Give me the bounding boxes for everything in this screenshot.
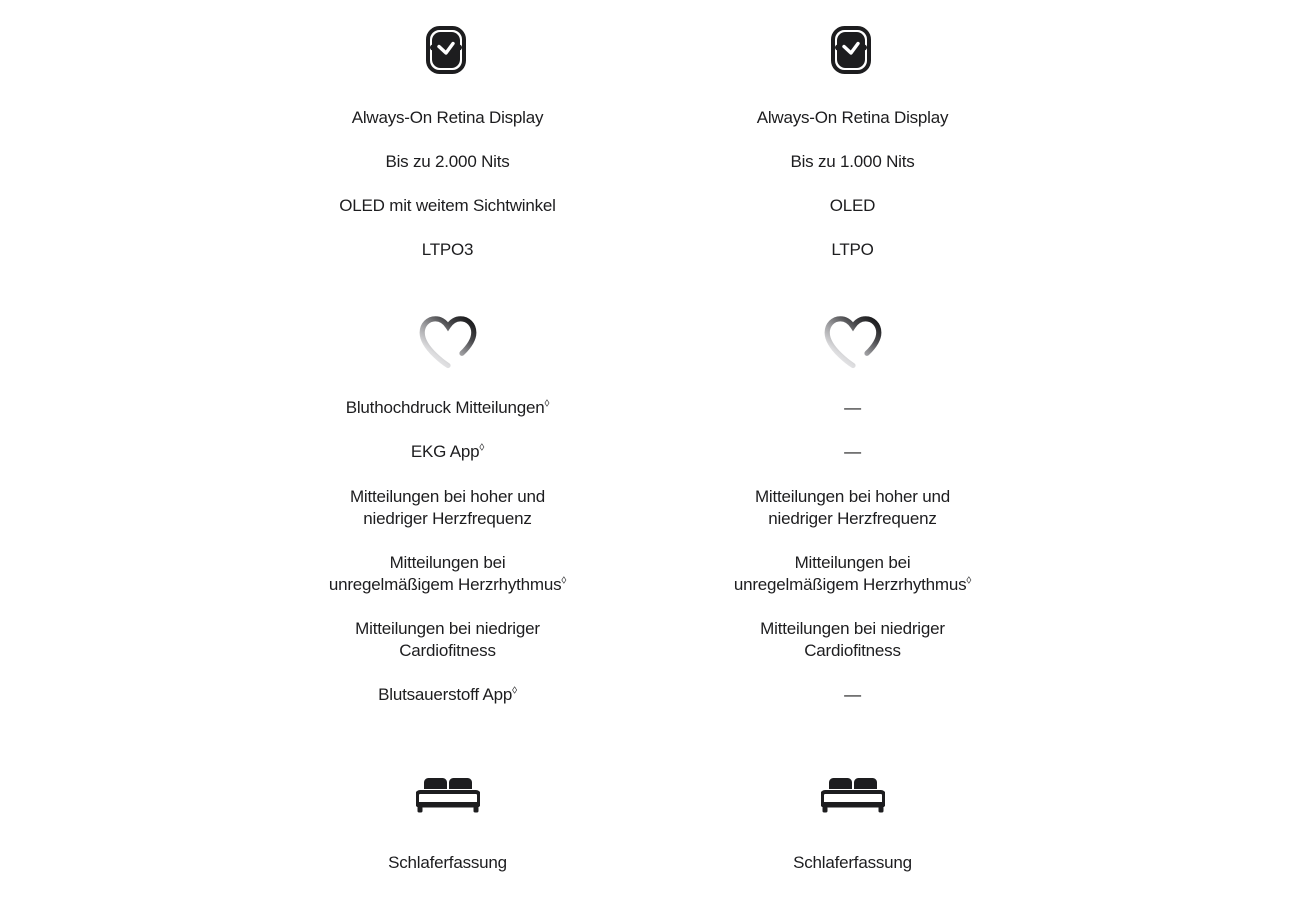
footnote-marker: ◊ [561, 575, 567, 587]
feature-display-3: LTPO3 [421, 240, 474, 260]
feature-health-3 [328, 541, 568, 607]
feature-sleep-0: Schlaferfassung [388, 853, 507, 873]
footnote-marker: ◊ [479, 442, 485, 454]
feature-display-0: Always-On Retina Display [351, 108, 544, 127]
footnote-marker: ◊ [966, 575, 972, 587]
feature-display-0: Always-On Retina Display [756, 108, 949, 127]
feature-health-3-text: Mitteilungen bei unregelmäßigem Herzrhythmus [328, 552, 562, 594]
heart-icon [818, 307, 888, 377]
feature-health-5 [378, 673, 517, 717]
feature-display-3: LTPO [831, 240, 874, 260]
feature-health-5-text: Blutsauerstoff App [378, 685, 513, 705]
feature-health-3-text: Mitteilungen bei unregelmäßigem Herzrhythmus [733, 552, 967, 594]
feature-sleep-0: Schlaferfassung [793, 853, 912, 873]
feature-health-4 [728, 607, 978, 673]
feature-health-1 [411, 430, 484, 474]
feature-health-2-text: Mitteilungen bei hoher und niedriger Herzfrequenz [349, 486, 546, 528]
comparison-column-left [245, 0, 650, 900]
feature-health-1-text: EKG App [410, 442, 480, 462]
feature-health-1 [844, 430, 861, 474]
feature-health-1-text: — [844, 442, 861, 462]
watch-icon [818, 19, 888, 89]
section-sleep-right [650, 717, 1055, 885]
feature-health-3 [733, 541, 973, 607]
footnote-marker: ◊ [544, 398, 550, 410]
feature-health-2 [728, 475, 978, 541]
feature-display-1: Bis zu 1.000 Nits [790, 152, 915, 172]
feature-health-2-text: Mitteilungen bei hoher und niedriger Herzfrequenz [754, 486, 951, 528]
heart-icon [413, 307, 483, 377]
watch-icon [413, 19, 483, 89]
feature-health-4 [323, 607, 573, 673]
comparison-column-right [650, 0, 1055, 900]
feature-display-2: OLED mit weitem Sichtwinkel [339, 196, 556, 216]
feature-health-0 [346, 386, 550, 430]
section-display-right [650, 0, 1055, 272]
feature-health-2 [323, 475, 573, 541]
feature-health-4-text: Mitteilungen bei niedriger Cardiofitness [355, 618, 540, 661]
feature-display-1: Bis zu 2.000 Nits [385, 152, 510, 172]
feature-health-5-text: — [844, 685, 861, 705]
bed-icon [413, 760, 483, 830]
feature-health-0 [844, 386, 861, 430]
section-sleep-left [245, 717, 650, 885]
feature-health-5 [844, 673, 861, 717]
section-health-right [650, 272, 1055, 717]
feature-health-0-text: Bluthochdruck Mitteilungen [345, 398, 545, 418]
footnote-marker: ◊ [512, 685, 517, 697]
section-display-left [245, 0, 650, 272]
feature-health-0-text: — [844, 398, 861, 418]
feature-health-4-text: Mitteilungen bei niedriger Cardiofitness [760, 618, 945, 661]
bed-icon [818, 760, 888, 830]
feature-display-2: OLED [829, 196, 876, 216]
section-health-left [245, 272, 650, 717]
